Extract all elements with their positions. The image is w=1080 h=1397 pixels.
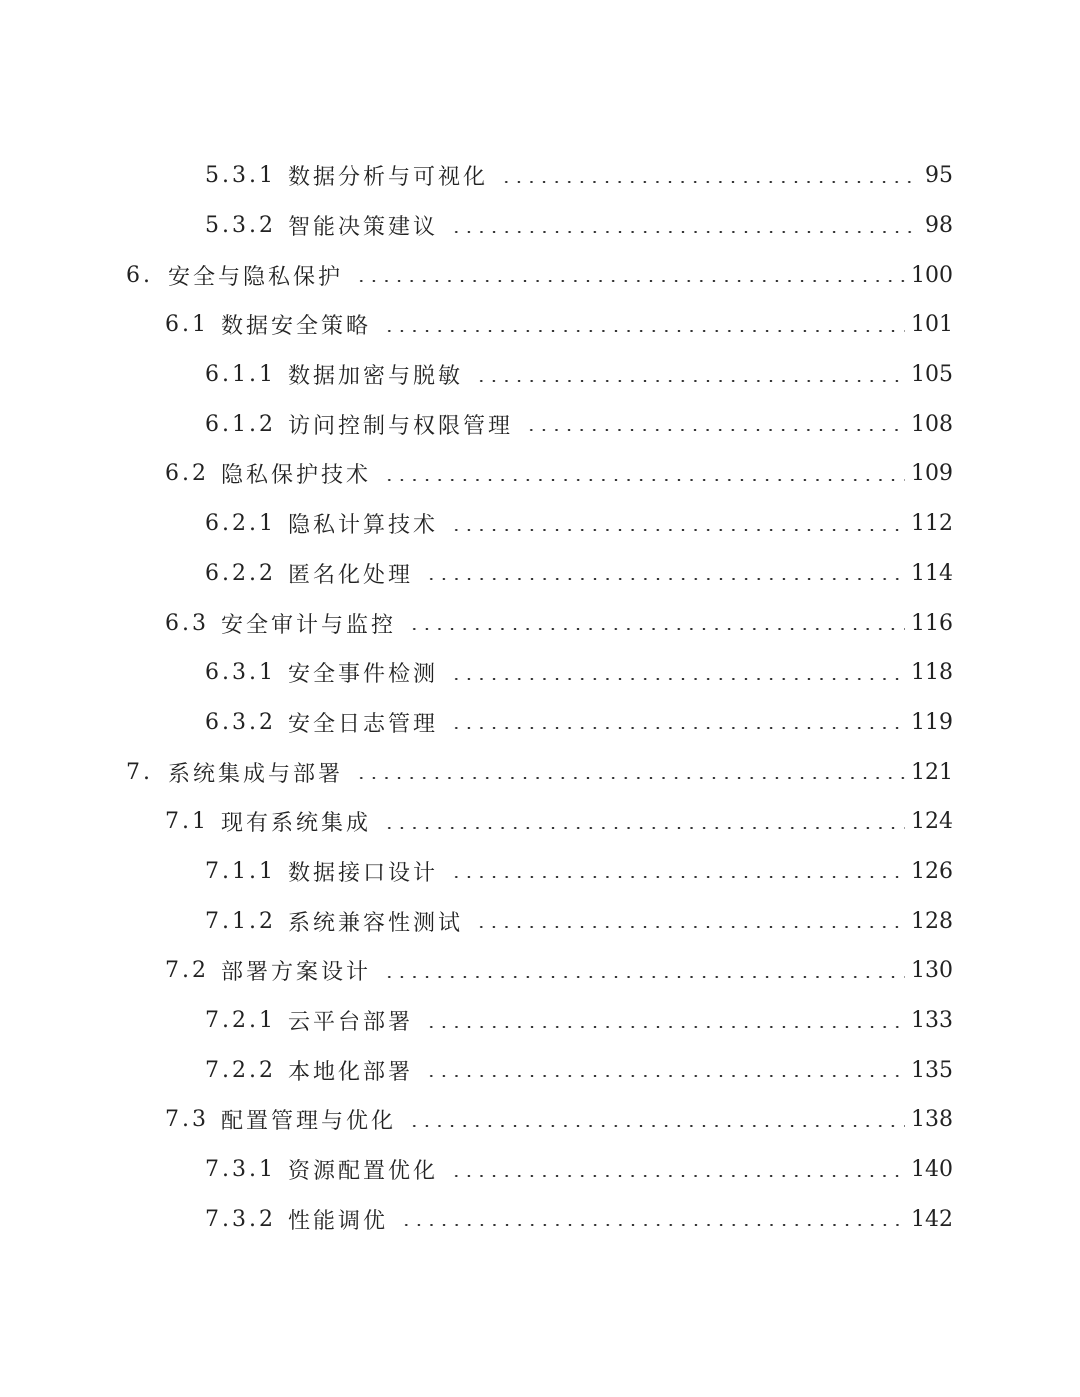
toc-entry-page: 112 — [911, 511, 953, 537]
toc-entry[interactable] — [0, 201, 1080, 251]
toc-entry-title: 隐私保护技术 — [221, 463, 372, 489]
toc-entry-page: 100 — [911, 262, 953, 288]
toc-entry-title: 数据接口设计 — [287, 860, 438, 886]
toc-entry[interactable] — [0, 549, 1080, 599]
toc-entry-page: 109 — [911, 461, 953, 487]
dot-leader — [425, 1026, 905, 1028]
toc-entry-number: 7.3.1 — [205, 1157, 276, 1183]
toc-entry-number: 7.3 — [165, 1107, 209, 1133]
toc-entry-page: 135 — [911, 1057, 953, 1083]
toc-entry-number: 6.2.2 — [205, 560, 276, 586]
toc-entry-number: 5.3.2 — [205, 213, 276, 239]
toc-entry-page: 138 — [911, 1107, 953, 1133]
toc-entry-number: 7.1.2 — [205, 908, 276, 934]
toc-entry-title: 部署方案设计 — [221, 960, 372, 986]
dot-leader — [408, 628, 905, 630]
toc-entry[interactable] — [0, 1145, 1080, 1195]
dot-leader — [383, 330, 905, 332]
dot-leader — [475, 926, 905, 928]
toc-entry-title: 系统兼容性测试 — [287, 910, 463, 936]
table-of-contents — [0, 151, 1080, 1244]
dot-leader — [355, 280, 905, 282]
toc-entry-page: 140 — [911, 1157, 953, 1183]
dot-leader — [450, 231, 919, 233]
toc-entry[interactable] — [0, 399, 1080, 449]
toc-entry-title: 系统集成与部署 — [168, 761, 344, 787]
toc-entry[interactable] — [0, 946, 1080, 996]
toc-entry-title: 安全与隐私保护 — [168, 264, 344, 290]
toc-entry-number: 6.2 — [165, 461, 209, 487]
dot-leader — [500, 181, 919, 183]
toc-entry[interactable] — [0, 449, 1080, 499]
toc-entry[interactable] — [0, 698, 1080, 748]
toc-entry-title: 匿名化处理 — [287, 562, 413, 588]
toc-entry-title: 性能调优 — [287, 1208, 388, 1234]
toc-entry-page: 98 — [925, 213, 953, 239]
dot-leader — [400, 1224, 905, 1226]
toc-entry[interactable] — [0, 499, 1080, 549]
toc-entry-number: 7.3.2 — [205, 1206, 276, 1232]
toc-entry-number: 6.3.2 — [205, 709, 276, 735]
toc-entry-page: 126 — [911, 858, 953, 884]
dot-leader — [425, 578, 905, 580]
dot-leader — [425, 1075, 905, 1077]
dot-leader — [383, 827, 905, 829]
toc-entry-page: 121 — [911, 759, 953, 785]
toc-entry[interactable] — [0, 797, 1080, 847]
toc-entry[interactable] — [0, 250, 1080, 300]
toc-entry-page: 128 — [911, 908, 953, 934]
toc-entry-page: 142 — [911, 1206, 953, 1232]
toc-entry[interactable] — [0, 300, 1080, 350]
toc-entry[interactable] — [0, 1045, 1080, 1095]
dot-leader — [475, 380, 905, 382]
toc-entry[interactable] — [0, 847, 1080, 897]
toc-entry-title: 本地化部署 — [287, 1059, 413, 1085]
toc-entry-page: 119 — [911, 709, 953, 735]
dot-leader — [450, 529, 905, 531]
toc-entry-title: 安全审计与监控 — [221, 612, 397, 638]
toc-entry-page: 95 — [925, 163, 953, 189]
toc-entry-number: 5.3.1 — [205, 163, 276, 189]
dot-leader — [450, 1175, 905, 1177]
toc-entry[interactable] — [0, 1095, 1080, 1145]
toc-entry-page: 130 — [911, 958, 953, 984]
toc-entry-number: 7.2.2 — [205, 1057, 276, 1083]
toc-entry-number: 7.2 — [165, 958, 209, 984]
toc-entry-number: 6. — [126, 262, 153, 288]
toc-entry-title: 数据分析与可视化 — [287, 165, 488, 191]
toc-entry[interactable] — [0, 896, 1080, 946]
toc-entry-title: 安全日志管理 — [287, 711, 438, 737]
toc-entry-page: 116 — [911, 610, 953, 636]
dot-leader — [450, 727, 905, 729]
toc-entry[interactable] — [0, 1194, 1080, 1244]
toc-entry-title: 数据安全策略 — [221, 314, 372, 340]
toc-entry[interactable] — [0, 598, 1080, 648]
toc-entry[interactable] — [0, 648, 1080, 698]
toc-entry-number: 6.2.1 — [205, 511, 276, 537]
toc-entry-number: 6.1.2 — [205, 411, 276, 437]
toc-entry-number: 7. — [126, 759, 153, 785]
toc-entry-number: 6.3 — [165, 610, 209, 636]
toc-entry-number: 6.1.1 — [205, 362, 276, 388]
toc-entry-title: 访问控制与权限管理 — [287, 413, 513, 439]
dot-leader — [525, 429, 905, 431]
toc-entry-page: 101 — [911, 312, 953, 338]
dot-leader — [450, 678, 905, 680]
dot-leader — [408, 1125, 905, 1127]
toc-entry-number: 7.2.1 — [205, 1008, 276, 1034]
toc-entry-page: 105 — [911, 362, 953, 388]
toc-entry-title: 数据加密与脱敏 — [287, 364, 463, 390]
toc-entry[interactable] — [0, 350, 1080, 400]
toc-entry-title: 配置管理与优化 — [221, 1109, 397, 1135]
toc-entry[interactable] — [0, 151, 1080, 201]
dot-leader — [355, 777, 905, 779]
dot-leader — [383, 479, 905, 481]
toc-entry-title: 智能决策建议 — [287, 215, 438, 241]
toc-entry-title: 资源配置优化 — [287, 1159, 438, 1185]
toc-entry[interactable] — [0, 747, 1080, 797]
toc-entry-page: 124 — [911, 809, 953, 835]
toc-entry-title: 云平台部署 — [287, 1010, 413, 1036]
toc-entry-page: 133 — [911, 1008, 953, 1034]
toc-entry-number: 6.3.1 — [205, 660, 276, 686]
toc-entry-title: 隐私计算技术 — [287, 513, 438, 539]
toc-entry-number: 6.1 — [165, 312, 209, 338]
toc-entry-number: 7.1.1 — [205, 858, 276, 884]
toc-entry[interactable] — [0, 996, 1080, 1046]
dot-leader — [383, 976, 905, 978]
toc-entry-title: 安全事件检测 — [287, 662, 438, 688]
dot-leader — [450, 876, 905, 878]
toc-entry-page: 118 — [911, 660, 953, 686]
toc-entry-number: 7.1 — [165, 809, 209, 835]
toc-entry-title: 现有系统集成 — [221, 811, 372, 837]
toc-entry-page: 114 — [911, 560, 953, 586]
toc-entry-page: 108 — [911, 411, 953, 437]
